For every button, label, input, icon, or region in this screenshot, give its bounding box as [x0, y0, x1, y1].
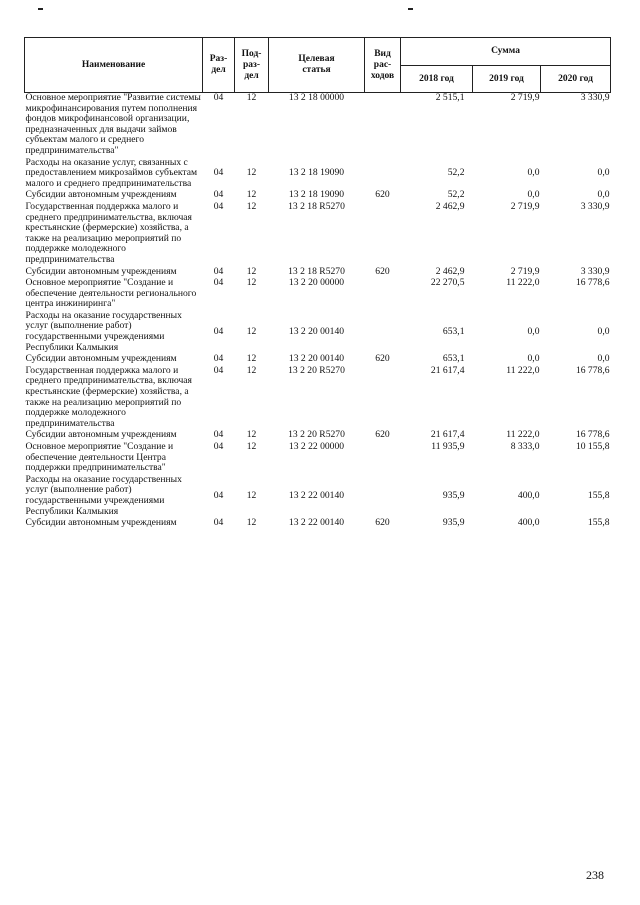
row-2019: 11 222,0: [506, 277, 540, 289]
row-target: 13 2 20 R5270: [288, 364, 345, 376]
row-2019: 400,0: [517, 517, 540, 529]
row-2020: 0,0: [597, 353, 610, 365]
row-vid: 620: [375, 429, 390, 441]
row-2020: 3 330,9: [580, 265, 610, 277]
row-target: 13 2 18 19090: [288, 167, 345, 179]
row-vid: [365, 202, 401, 267]
row-razdel: 04: [213, 92, 224, 103]
table-row: [25, 311, 611, 354]
row-vid: [365, 278, 401, 311]
row-2020: 0,0: [597, 189, 610, 201]
row-razdel: 04: [213, 325, 224, 337]
header-name: Наименование: [25, 38, 203, 93]
row-target: 13 2 20 00140: [288, 325, 345, 337]
row-name: Основное мероприятие "Развитие системы микрофинансирования путем пополнения фондов микрофинансовой организации, предназначенных для выдачи займов субъектам малого и среднего предпринимательства": [25, 92, 201, 156]
header-2020: 2020 год: [541, 66, 611, 93]
row-2018: 2 462,9: [435, 265, 465, 277]
row-2018: 52,2: [447, 189, 465, 201]
row-razdel: 04: [213, 517, 224, 529]
row-podrazdel: 12: [246, 441, 257, 452]
row-2018: 11 935,9: [431, 441, 465, 452]
row-razdel: 04: [213, 353, 224, 365]
row-name: Субсидии автономным учреждениям: [25, 265, 177, 277]
row-target: 13 2 22 00140: [288, 489, 345, 501]
header-vid: Вид рас- ходов: [365, 38, 401, 93]
header-2019: 2019 год: [473, 66, 541, 93]
page-number: 238: [586, 868, 604, 882]
table-row: [25, 475, 611, 518]
row-podrazdel: 12: [246, 265, 257, 277]
row-name: Основное мероприятие "Создание и обеспечение деятельности Центра поддержки предпринимательства": [25, 441, 174, 474]
budget-table: [24, 37, 611, 530]
row-2019: 0,0: [527, 325, 540, 337]
row-2019: 2 719,9: [510, 92, 540, 103]
row-2019: 400,0: [517, 489, 540, 501]
row-razdel: 04: [213, 429, 224, 441]
row-razdel: 04: [213, 265, 224, 277]
header-podrazdel: Под- раз- дел: [235, 38, 269, 93]
table-row: [25, 366, 611, 431]
row-name: Государственная поддержка малого и среднего предпринимательства, включая крестьянские (фермерские) хозяйства, а также на реализацию мероприятий по поддержке молодежного предпринимательства: [25, 200, 192, 265]
row-razdel: 04: [213, 189, 224, 201]
row-2020: 155,8: [587, 489, 610, 501]
row-2018: 22 270,5: [430, 277, 465, 289]
row-2020: 10 155,8: [575, 441, 610, 452]
row-2019: 0,0: [527, 353, 540, 365]
row-target: 13 2 18 R5270: [288, 265, 345, 277]
row-2020: 0,0: [597, 325, 610, 337]
row-name: Субсидии автономным учреждениям: [25, 517, 177, 529]
row-podrazdel: 12: [246, 92, 257, 103]
row-razdel: 04: [213, 277, 224, 289]
table-row: [25, 278, 611, 311]
row-podrazdel: 12: [246, 167, 257, 179]
row-name: Субсидии автономным учреждениям: [25, 189, 177, 201]
row-target: 13 2 22 00000: [288, 441, 345, 452]
row-2019: 2 719,9: [510, 200, 540, 212]
row-2020: 16 778,6: [575, 429, 610, 441]
row-podrazdel: 12: [246, 277, 257, 289]
table-body: [25, 93, 611, 530]
row-2019: 11 222,0: [506, 364, 540, 376]
row-razdel: 04: [213, 489, 224, 501]
row-vid: [365, 442, 401, 475]
row-razdel: 04: [213, 167, 224, 179]
row-vid: [365, 93, 401, 158]
row-podrazdel: 12: [246, 517, 257, 529]
row-name: Субсидии автономным учреждениям: [25, 429, 177, 441]
table-row: [25, 442, 611, 475]
row-name: Расходы на оказание услуг, связанных с предоставлением микрозаймов субъектам малого и среднего предпринимательства: [25, 156, 198, 189]
header-target: Целевая статья: [269, 38, 365, 93]
row-razdel: 04: [213, 200, 224, 212]
row-vid: [365, 475, 401, 518]
row-2018: 653,1: [442, 353, 465, 365]
row-2018: 2 462,9: [435, 200, 465, 212]
row-2020: 0,0: [597, 167, 610, 179]
row-podrazdel: 12: [246, 429, 257, 441]
row-2020: 3 330,9: [580, 200, 610, 212]
header-razdel: Раз- дел: [203, 38, 235, 93]
row-vid: [365, 311, 401, 354]
row-target: 13 2 20 00000: [288, 277, 345, 289]
row-podrazdel: 12: [246, 325, 257, 337]
row-2020: 3 330,9: [580, 92, 610, 103]
row-razdel: 04: [213, 364, 224, 376]
table-row: [25, 158, 611, 191]
row-podrazdel: 12: [246, 489, 257, 501]
row-podrazdel: 12: [246, 200, 257, 212]
row-name: Государственная поддержка малого и среднего предпринимательства, включая крестьянские (фермерские) хозяйства, а также на реализацию мероприятий по поддержке молодежного предпринимательства: [25, 364, 192, 429]
row-vid: [365, 158, 401, 191]
row-name: Основное мероприятие "Создание и обеспечение деятельности регионального центра инжиниринга": [25, 277, 197, 310]
row-podrazdel: 12: [246, 353, 257, 365]
row-2019: 0,0: [527, 189, 540, 201]
row-target: 13 2 18 00000: [288, 92, 345, 103]
row-vid: [365, 366, 401, 431]
scan-mark: [408, 8, 413, 10]
row-2018: 21 617,4: [430, 364, 465, 376]
row-2018: 935,9: [442, 489, 465, 501]
row-name: Расходы на оказание государственных услуг (выполнение работ) государственными учреждениями Республики Калмыкия: [25, 473, 182, 517]
row-2019: 8 333,0: [510, 441, 540, 452]
row-2018: 653,1: [442, 325, 465, 337]
row-podrazdel: 12: [246, 189, 257, 201]
row-vid: 620: [375, 517, 390, 529]
row-2018: 52,2: [447, 167, 465, 179]
row-target: 13 2 18 R5270: [288, 200, 345, 212]
row-target: 13 2 20 00140: [288, 353, 345, 365]
row-2019: 11 222,0: [506, 429, 540, 441]
row-target: 13 2 20 R5270: [288, 429, 345, 441]
row-2019: 2 719,9: [510, 265, 540, 277]
row-2018: 2 515,1: [435, 92, 465, 103]
row-2020: 16 778,6: [575, 277, 610, 289]
header-sum: Сумма: [401, 38, 611, 66]
row-name: Субсидии автономным учреждениям: [25, 353, 177, 365]
row-name: Расходы на оказание государственных услуг (выполнение работ) государственными учреждениями Республики Калмыкия: [25, 309, 182, 353]
row-podrazdel: 12: [246, 364, 257, 376]
row-2020: 155,8: [587, 517, 610, 529]
table-header: [25, 38, 611, 93]
table-row: [25, 518, 611, 530]
row-vid: 620: [375, 265, 390, 277]
row-2020: 16 778,6: [575, 364, 610, 376]
header-2018: 2018 год: [401, 66, 473, 93]
scan-mark: [38, 8, 43, 10]
row-2019: 0,0: [527, 167, 540, 179]
table-row: [25, 202, 611, 267]
row-target: 13 2 22 00140: [288, 517, 345, 529]
table-row: [25, 93, 611, 158]
row-razdel: 04: [213, 441, 224, 452]
row-target: 13 2 18 19090: [288, 189, 345, 201]
row-2018: 935,9: [442, 517, 465, 529]
row-vid: 620: [375, 353, 390, 365]
row-vid: 620: [375, 189, 390, 201]
row-2018: 21 617,4: [430, 429, 465, 441]
